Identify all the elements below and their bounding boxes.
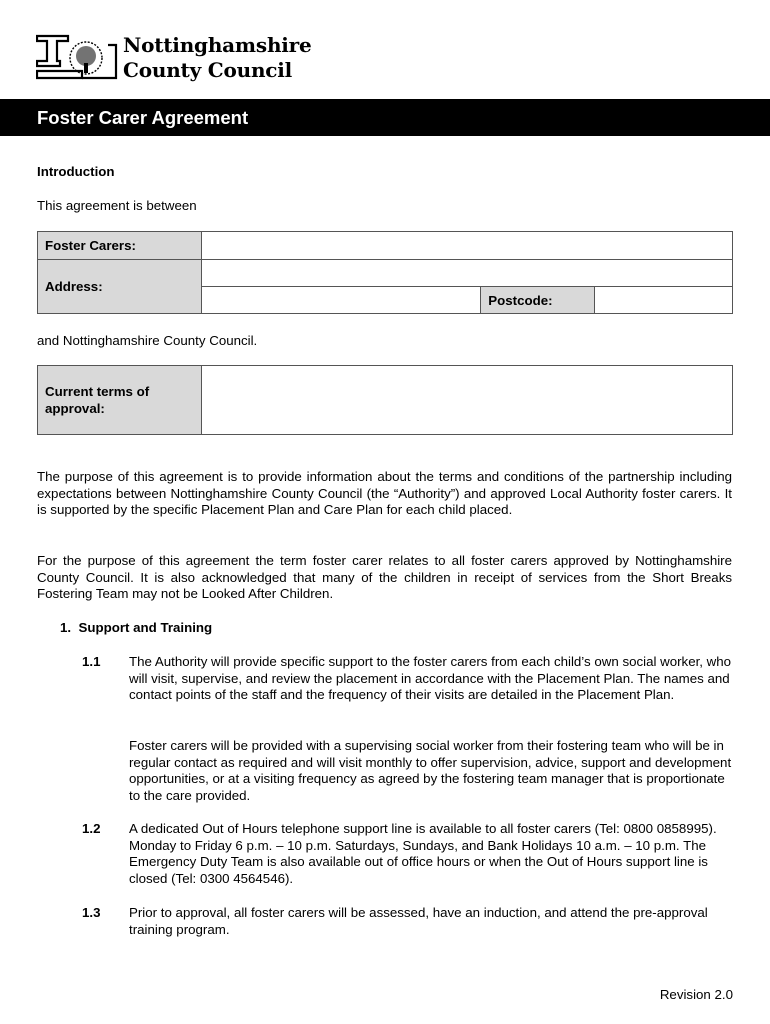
clause-number: 1.3 bbox=[82, 905, 101, 920]
introduction-heading: Introduction bbox=[37, 164, 115, 179]
address-field-line1[interactable] bbox=[201, 260, 732, 287]
clause-number: 1.2 bbox=[82, 821, 101, 836]
clause-text: Prior to approval, all foster carers will be assessed, have an induction, and attend the pre-approval training program. bbox=[129, 905, 708, 937]
approval-table bbox=[37, 365, 733, 435]
foster-carers-label: Foster Carers: bbox=[38, 232, 202, 260]
title-bar bbox=[0, 99, 770, 136]
foster-carers-field[interactable] bbox=[201, 232, 732, 260]
intro-lead-text: This agreement is between bbox=[37, 198, 197, 213]
postcode-label: Postcode: bbox=[481, 287, 595, 314]
address-label: Address: bbox=[38, 260, 202, 314]
definition-paragraph: For the purpose of this agreement the term foster carer relates to all foster carers approved by Nottinghamshire County Council. It is also acknowledged that many of the children in receipt of services from the Short Breaks Fostering Team may not be Looked After Children. bbox=[37, 553, 732, 601]
clause-text: A dedicated Out of Hours telephone support line is available to all foster carers (Tel: 0800 0858995). Monday to Friday 6 p.m. – 10 p.m. Saturdays, Sundays, and Bank Holidays 10 a.m. – 10 p.m. The Emergency Duty Team is also available out of office hours or when the Out of Hours support line is closed (Tel: 0300 4564546). bbox=[129, 821, 717, 887]
council-name: Nottinghamshire County Council bbox=[123, 33, 312, 82]
section-1-heading: 1. Support and Training bbox=[60, 620, 213, 635]
clause-number: 1.1 bbox=[82, 654, 101, 669]
document-title: Foster Carer Agreement bbox=[37, 107, 249, 128]
revision-label: Revision 2.0 bbox=[659, 987, 733, 1002]
council-logo bbox=[36, 33, 346, 83]
postcode-field[interactable] bbox=[595, 287, 733, 314]
clause-text: The Authority will provide specific support to the foster carers from each child’s own social worker, who will visit, supervise, and review the placement in accordance with the Placement Plan. The names and contact points of the staff and the frequency of their visits are detailed in the Placement Plan. bbox=[129, 654, 732, 703]
purpose-paragraph: The purpose of this agreement is to provide information about the terms and conditions of the partnership including expectations between Nottinghamshire County Council (the “Authority”) and approved Local Authority foster carers. It is supported by the specific Placement Plan and Care Plan for each child placed. bbox=[37, 469, 732, 517]
approval-label: Current terms of approval: bbox=[38, 366, 202, 435]
carer-details-table bbox=[37, 231, 733, 314]
approval-field[interactable] bbox=[201, 366, 732, 435]
intro-closing-text: and Nottinghamshire County Council. bbox=[37, 333, 258, 348]
council-crest-icon bbox=[36, 33, 118, 81]
address-field-line2[interactable] bbox=[201, 287, 480, 314]
clause-text: Foster carers will be provided with a supervising social worker from their fostering team who will be in regular contact as required and will visit monthly to offer supervision, advice, support and development opportunities, or at a visiting frequency as agreed by the fostering team manager that is proportionate to the care provided. bbox=[129, 738, 732, 804]
